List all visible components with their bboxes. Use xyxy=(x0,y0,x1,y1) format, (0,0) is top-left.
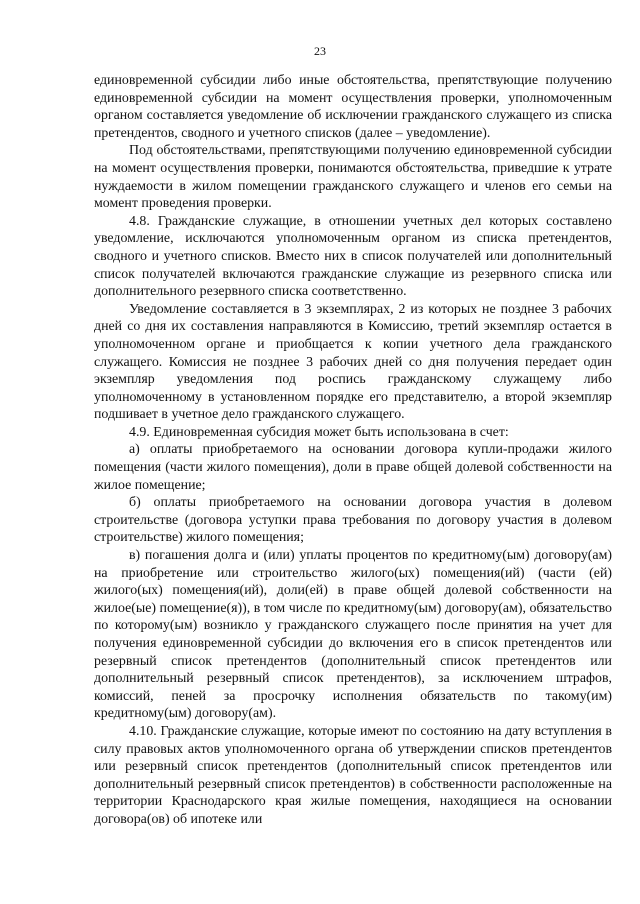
paragraph-4-9: 4.9. Единовременная субсидия может быть использована в счет: xyxy=(129,424,509,440)
paragraph-notification: Уведомление составляется в 3 экземплярах, 2 из которых не позднее 3 рабочих дней со дня их составления направляются в Комиссию, третий экземпляр остается в уполномоченном органе и приобщается к копии учетного дела гражданского служащего. Комиссия не позднее 3 рабочих дней со дня получения передает один экземпляр уведомления под роспись гражданскому служащему либо уполномоченному в установленном порядке его представителю, а второй экземпляр подшивает в учетное дело гражданского служащего. xyxy=(94,301,612,423)
paragraph-2: Под обстоятельствами, препятствующими получению единовременной субсидии на момент осуществления проверки, понимаются обстоятельства, приведшие к утрате нуждаемости в жилом помещении гражданского служащего и членов его семьи на момент проведения проверки. xyxy=(94,143,612,212)
paragraph-4-10: 4.10. Гражданские служащие, которые имеют по состоянию на дату вступления в силу правовых актов уполномоченного органа об утверждении списков претендентов или резервный список претендентов (дополнительный список претендентов или дополнительный резервный список претендентов) в собственности расположенные на территории Краснодарского края жилые помещения, находящиеся на основании договора(ов) об ипотеке или xyxy=(94,723,612,827)
list-item-v: в) погашения долга и (или) уплаты процентов по кредитному(ым) договору(ам) на приобретение или строительство жилого(ых) помещения(ий) (части (ей) жилого(ых) помещения(ий), доли(ей) в праве общей долевой собственности на жилое(ые) помещение(я)), в том числе по кредитному(ым) договору(ам), обязательство по которому(ым) возникло у гражданского служащего после принятия на учет для получения единовременной субсидии до включения его в список претендентов или резервный список претендентов (дополнительный список претендентов или дополнительный резервный список претендентов), за исключением штрафов, комиссий, пеней за просрочку исполнения обязательств по такому(им) кредитному(ым) договору(ам). xyxy=(94,548,612,722)
document-body xyxy=(94,72,612,829)
list-item-b: б) оплаты приобретаемого на основании договора участия в долевом строительстве (договора уступки права требования по договору участия в долевом строительстве) жилого помещения; xyxy=(94,495,612,546)
page-number: 23 xyxy=(314,44,326,58)
paragraph-4-8: 4.8. Гражданские служащие, в отношении учетных дел которых составлено уведомление, исключаются уполномоченным органом из списка претендентов, сводного и учетного списков. Вместо них в список получателей или дополнительный список получателей включаются гражданские служащие из резервного списка или дополнительного резервного списка соответственно. xyxy=(94,213,612,300)
list-item-a: а) оплаты приобретаемого на основании договора купли-продажи жилого помещения (части жилого помещения), доли в праве общей долевой собственности на жилое помещение; xyxy=(94,442,612,493)
paragraph-1: единовременной субсидии либо иные обстоятельства, препятствующие получению единовременной субсидии на момент осуществления проверки, уполномоченным органом составляется уведомление об исключении гражданского служащего из списка претендентов, сводного и учетного списков (далее – уведомление). xyxy=(94,73,612,141)
